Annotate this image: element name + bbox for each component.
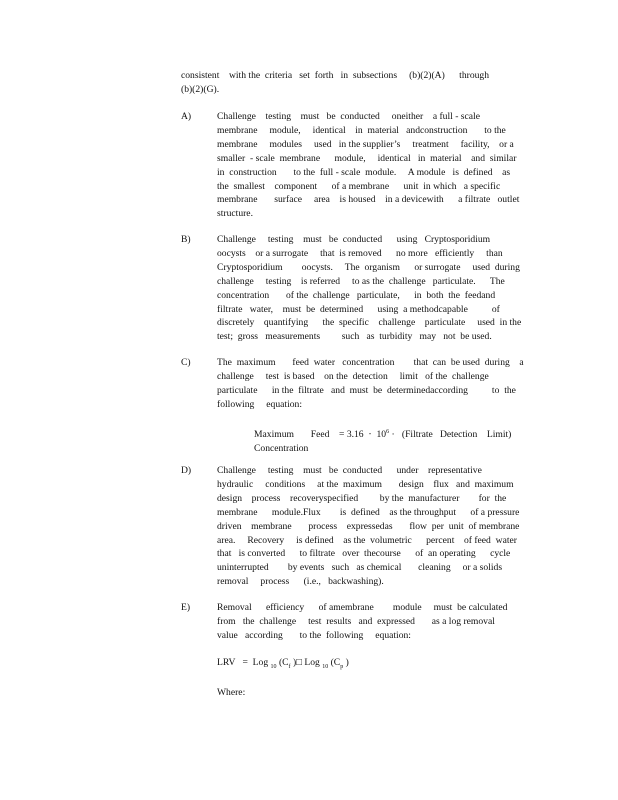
text-line: membrane module, identical in material andconstruction to the <box>217 124 506 136</box>
text-line: membrane module.Flux is defined as the throughput of a pressure <box>217 506 520 518</box>
section-d-text <box>217 464 542 589</box>
text-line: challenge test is based on the detection limit of the challenge <box>217 370 489 382</box>
section-c-text <box>217 356 542 412</box>
conc-filtrate: (C <box>330 657 341 668</box>
text-line: hydraulic conditions at the maximum design flux and maximum <box>217 478 514 490</box>
text-line: oocysts or a surrogate that is removed no more efficiently than <box>217 247 503 259</box>
text-line: uninterrupted by events such as chemical cleaning or a solids <box>217 562 503 574</box>
equation-text: Maximum Feed = 3.16 ⋅ 10 <box>254 429 387 441</box>
text-line: The maximum feed water concentration that can be used during a <box>217 357 524 368</box>
text-line: structure. <box>217 208 253 220</box>
text-line: membrane surface area is housed in a devicewith a filtrate outlet <box>217 194 520 206</box>
text-line: removal process (i.e., backwashing). <box>217 576 384 588</box>
text-line: driven membrane process expressedas flow per unit of membrane <box>217 520 520 532</box>
text-line: test; gross measurements such as turbidity may not be used. <box>217 331 492 343</box>
section-label-e: E) <box>181 602 191 613</box>
section-label-b: B) <box>181 234 191 245</box>
conc-feed-sub: f <box>288 663 291 670</box>
equation-text: Concentration <box>254 443 309 455</box>
log-text: Log <box>252 657 269 668</box>
conc-filtrate-sub: p <box>340 663 344 670</box>
section-label-a: A) <box>181 111 192 122</box>
text-line: following equation: <box>217 398 302 410</box>
text-line: Challenge testing must be conducted oneither a full - scale <box>217 111 480 122</box>
section-label-d: D) <box>181 465 192 476</box>
equation-text: · (Filtrate Detection Limit) <box>391 429 512 441</box>
where-label: Where: <box>217 687 246 698</box>
text-line: (b)(2)(G). <box>181 83 220 95</box>
equation-line <box>254 426 544 442</box>
text-line: Cryptosporidium oocysts. The organism or surrogate used during <box>217 261 520 273</box>
text-line: Challenge testing must be conducted under representative <box>217 465 482 476</box>
intro-paragraph <box>181 69 521 97</box>
text-line: value according to the following equation: <box>217 629 411 641</box>
equation-line <box>217 656 517 675</box>
conc-feed: (C <box>278 657 289 668</box>
lrv-symbol: LRV <box>217 657 236 668</box>
text-line: discretely quantifying the specific challenge particulate used in the <box>217 317 522 329</box>
equals-sign: = <box>242 657 248 668</box>
close-paren: ) <box>345 657 349 668</box>
text-line: Challenge testing must be conducted using Cryptosporidium <box>217 234 491 245</box>
section-e-text <box>217 601 542 643</box>
minus-log-text: )□ Log <box>292 657 320 668</box>
text-line: Removal efficiency of amembrane module must be calculated <box>217 602 508 613</box>
text-line: from the challenge test results and expressed as a log removal <box>217 615 495 627</box>
log-base: 10 <box>270 663 277 670</box>
section-a-text <box>217 110 542 221</box>
text-line: consistent with the criteria set forth in subsections (b)(2)(A) through <box>181 70 490 81</box>
text-line: concentration of the challenge particulate, in both the feedand <box>217 289 496 301</box>
text-line: filtrate water, must be determined using a methodcapable of <box>217 303 500 315</box>
exponent: 6 <box>386 429 390 435</box>
lrv-equation <box>217 656 517 675</box>
text-line: design process recoveryspecified by the manufacturer for the <box>217 492 507 504</box>
text-line: that is converted to filtrate over thecourse of an operating cycle <box>217 548 511 560</box>
text-line: area. Recovery is defined as the volumetric percent of feed water <box>217 534 517 546</box>
text-line: challenge testing is referred to as the challenge particulate. The <box>217 275 505 287</box>
log-base: 10 <box>322 663 329 670</box>
section-label-c: C) <box>181 357 191 368</box>
text-line: the smallest component of a membrane unit in which a specific <box>217 180 501 192</box>
text-line: membrane modules used in the supplier’s treatment facility, or a <box>217 138 514 150</box>
text-line: in construction to the full - scale module. A module is defined as <box>217 166 511 178</box>
section-b-text <box>217 233 542 344</box>
text-line: particulate in the filtrate and must be determinedaccording to the <box>217 384 516 396</box>
max-feed-equation <box>254 426 544 456</box>
text-line: smaller - scale membrane module, identical in material and similar <box>217 152 517 164</box>
